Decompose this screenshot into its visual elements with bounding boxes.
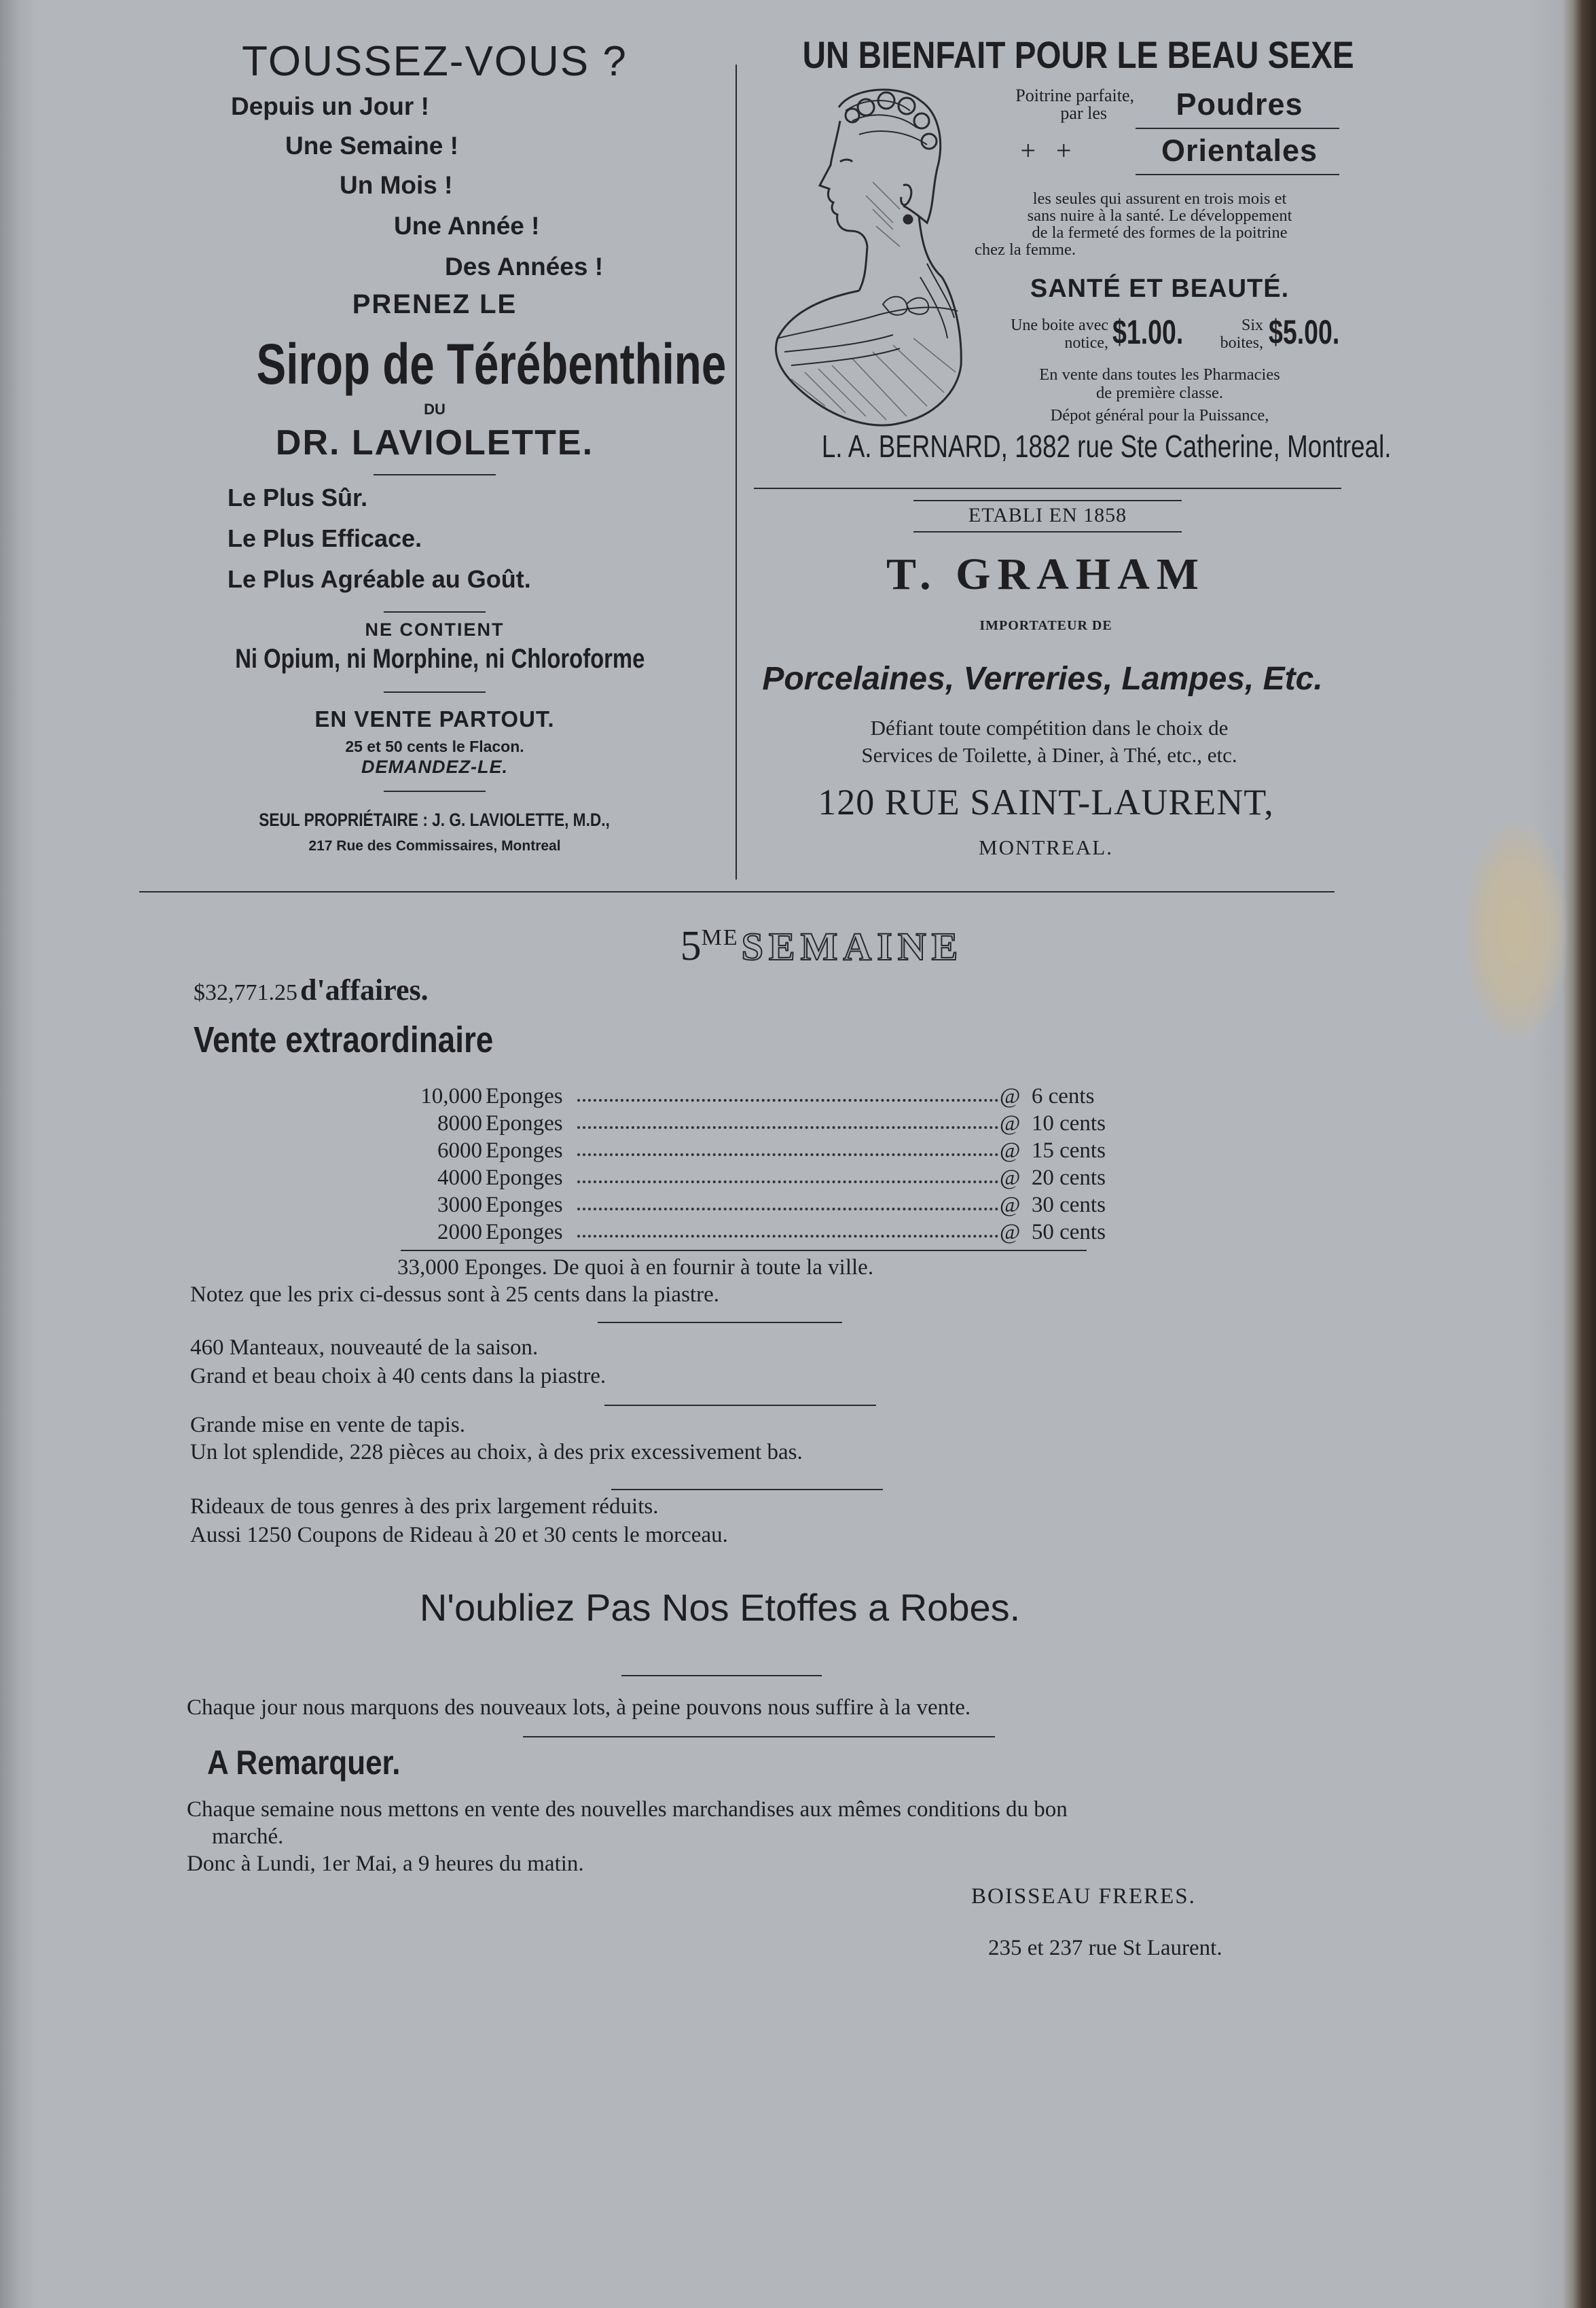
defiant-line-2: Services de Toilette, à Diner, à Thé, etc., etc. [861, 743, 1237, 767]
sponge-qty: 8000 [437, 1111, 482, 1136]
ne-contient: NE CONTIENT [365, 619, 505, 640]
bernard-address-text: L. A. BERNARD, 1882 rue Ste Catherine, Montreal. [821, 429, 1392, 464]
woman-bust-illustration [764, 80, 968, 433]
graham-name: T. GRAHAM [886, 549, 1206, 599]
desc-line-3: de la fermeté des formes de la poitrine [1032, 223, 1288, 242]
signature: BOISSEAU FRERES. [971, 1884, 1196, 1909]
etoffes-headline: N'oubliez Pas Nos Etoffes a Robes. [419, 1586, 1021, 1629]
sponge-price: @ 30 cents [1000, 1193, 1106, 1217]
rule-after-etoffes [621, 1675, 822, 1676]
column-divider [736, 65, 737, 880]
orientales-label: Orientales [1161, 133, 1318, 168]
sponge-qty: 6000 [437, 1138, 482, 1163]
six-boites-block [1189, 317, 1263, 352]
importateur-de: IMPORTATEUR DE [979, 618, 1112, 633]
sponge-price: @ 6 cents [1000, 1084, 1095, 1108]
sponge-qty: 4000 [437, 1166, 482, 1190]
poudres-bottom-rule [754, 488, 1341, 489]
sirop-rule-4 [384, 791, 486, 792]
etabli-rule-top [913, 500, 1182, 501]
defiant-line-1: Défiant toute compétition dans le choix de [870, 716, 1229, 740]
plus-signs: + + [1020, 135, 1072, 166]
rideaux-line-1: Rideaux de tous genres à des prix largement réduits. [190, 1494, 659, 1519]
par-les-text: par les [1060, 103, 1107, 123]
semaine-title [421, 922, 1222, 971]
une-boite-text: Une boite avec [1011, 317, 1108, 334]
section-divider [139, 891, 1335, 892]
manteaux-line-1: 460 Manteaux, nouveauté de la saison. [190, 1335, 539, 1360]
signature-address: 235 et 237 rue St Laurent. [988, 1936, 1222, 1960]
sponge-item: Eponges [486, 1193, 563, 1217]
sponge-item: Eponges [486, 1084, 563, 1108]
sirop-rule-2 [384, 611, 486, 613]
poitrine-text: Poitrine parfaite, [1015, 86, 1134, 105]
a-remarquer-text: A Remarquer. [207, 1744, 401, 1782]
sponge-row-1 [387, 1084, 1148, 1111]
product-name-text: Sirop de Térébenthine [256, 332, 727, 396]
desc-line-1: les seules qui assurent en trois mois et [1032, 190, 1287, 208]
price-six [1269, 312, 1363, 352]
sponge-row-2 [387, 1111, 1148, 1138]
rule-after-chaque-jour [523, 1736, 995, 1737]
demandez-le: DEMANDEZ-LE. [361, 757, 508, 777]
manteaux-line-2: Grand et beau choix à 40 cents dans la piastre. [190, 1364, 606, 1388]
duration-1: Depuis un Jour ! [231, 92, 429, 120]
sponge-item: Eponges [486, 1220, 563, 1244]
sponge-item: Eponges [486, 1166, 563, 1190]
affaires-amount: $32,771.25 [194, 980, 297, 1005]
vente-line-1: En vente dans toutes les Pharmacies [1039, 365, 1280, 384]
sponge-qty: 10,000 [420, 1084, 482, 1108]
dot-leader [577, 1208, 998, 1210]
sponge-price: @ 10 cents [1000, 1111, 1106, 1136]
orientales-rule [1136, 174, 1339, 175]
ad-poudres-headline [754, 33, 1365, 77]
ad-sirop-headline: TOUSSEZ-VOUS ? [242, 38, 628, 85]
a-remarquer [207, 1743, 427, 1782]
rideaux-line-2: Aussi 1250 Coupons de Rideau à 20 et 30 cents le morceau. [190, 1523, 728, 1547]
sponge-price: @ 50 cents [1000, 1220, 1106, 1244]
sponge-qty: 3000 [437, 1193, 482, 1217]
vente-extraordinaire-text: Vente extraordinaire [194, 1020, 494, 1060]
sponge-item: Eponges [486, 1138, 563, 1163]
paper-stain [1466, 822, 1567, 1039]
sponge-row-3 [387, 1138, 1148, 1166]
sponge-total: 33,000 Eponges. De quoi à en fournir à toute la ville. [397, 1255, 874, 1280]
six-text: Six [1241, 317, 1263, 334]
duration-5: Des Années ! [445, 253, 604, 281]
boites-text: boites, [1220, 334, 1263, 352]
rule-after-manteaux [604, 1405, 876, 1406]
remarquer-line-1: Chaque semaine nous mettons en vente des nouvelles marchandises aux mêmes conditions du bon [187, 1797, 1068, 1822]
du-label: DU [424, 401, 446, 418]
duration-4: Une Année ! [394, 212, 540, 240]
graham-goods: Porcelaines, Verreries, Lampes, Etc. [762, 661, 1323, 697]
sirop-rule-3 [384, 691, 486, 693]
rule-after-notez [598, 1322, 842, 1323]
vente-extraordinaire [194, 1019, 546, 1061]
dot-leader [577, 1180, 998, 1183]
desc-line-4: chez la femme. [975, 240, 1076, 259]
semaine-num: 5 [680, 923, 702, 969]
sirop-rule-1 [374, 474, 496, 475]
dot-leader [577, 1126, 998, 1129]
duration-3: Un Mois ! [340, 171, 453, 199]
prenez-le: PRENEZ LE [352, 289, 518, 319]
poudres-label: Poudres [1176, 87, 1303, 122]
bernard-address [750, 428, 1392, 465]
doctor-name: DR. LAVIOLETTE. [275, 423, 594, 463]
notice-text: notice, [1064, 334, 1108, 352]
poudres-rule [1136, 128, 1339, 129]
sponge-price: @ 20 cents [1000, 1166, 1106, 1190]
sponge-qty: 2000 [437, 1220, 482, 1244]
semaine-word: SEMAINE [741, 924, 964, 969]
sponge-price: @ 15 cents [1000, 1138, 1106, 1163]
poudres-description [975, 190, 1345, 258]
proprietor-text: SEUL PROPRIÉTAIRE : J. G. LAVIOLETTE, M.D., [259, 810, 611, 830]
rule-after-tapis [611, 1489, 883, 1490]
remarquer-line-3: Donc à Lundi, 1er Mai, a 9 heures du matin. [187, 1852, 584, 1876]
vente-line-2: de première classe. [1095, 384, 1224, 402]
ingredients-text: Ni Opium, ni Morphine, ni Chloroforme [235, 644, 645, 674]
proprietor [204, 810, 666, 831]
price-six-text: $5.00. [1269, 313, 1340, 351]
sponge-total-rule [401, 1250, 1087, 1251]
en-vente-partout: EN VENTE PARTOUT. [314, 706, 555, 732]
graham-address: 120 RUE SAINT-LAURENT, [818, 782, 1274, 823]
sante-beaute: SANTÉ ET BEAUTÉ. [1030, 274, 1290, 303]
depot-general: Dépot général pour la Puissance, [1050, 406, 1269, 425]
tapis-line-1: Grande mise en vente de tapis. [190, 1413, 466, 1437]
une-boite-block [973, 317, 1108, 352]
graham-city: MONTREAL. [979, 835, 1113, 859]
sponge-item: Eponges [486, 1111, 563, 1136]
quality-2: Le Plus Efficace. [228, 524, 422, 552]
affaires-text: d'affaires. [300, 973, 429, 1007]
tapis-line-2: Un lot splendide, 228 pièces au choix, à des prix excessivement bas. [190, 1440, 803, 1464]
ingredients [190, 644, 679, 674]
sirop-price: 25 et 50 cents le Flacon. [345, 738, 524, 755]
sponge-row-6 [387, 1220, 1148, 1247]
quality-1: Le Plus Sûr. [228, 484, 368, 511]
sirop-address: 217 Rue des Commissaires, Montreal [308, 838, 561, 854]
poitrine-label [971, 87, 1134, 122]
ad-poudres-headline-text: UN BIENFAIT POUR LE BEAU SEXE [802, 33, 1354, 76]
remarquer-line-2: marché. [212, 1824, 284, 1849]
product-name [190, 331, 727, 397]
dot-leader [577, 1099, 998, 1102]
desc-line-2: sans nuire à la santé. Le développement [1027, 206, 1292, 225]
sponge-row-4 [387, 1166, 1148, 1193]
chaque-jour: Chaque jour nous marquons des nouveaux lots, à peine pouvons nous suffire à la vente. [187, 1695, 971, 1720]
sponge-row-5 [387, 1193, 1148, 1220]
affaires-line [194, 973, 429, 1007]
semaine-sup: ME [701, 925, 739, 950]
etabli-rule-bottom [913, 531, 1182, 533]
etabli-en-1858: ETABLI EN 1858 [968, 504, 1127, 526]
price-one-text: $1.00. [1112, 313, 1184, 351]
duration-2: Une Semaine ! [285, 132, 458, 160]
vente-pharmacies [975, 365, 1345, 402]
quality-3: Le Plus Agréable au Goût. [228, 565, 531, 593]
notez-line: Notez que les prix ci-dessus sont à 25 cents dans la piastre. [190, 1282, 719, 1307]
defiant-block [761, 715, 1338, 769]
page-fold-shadow [0, 0, 33, 2308]
dot-leader [577, 1153, 998, 1156]
dot-leader [577, 1235, 998, 1238]
